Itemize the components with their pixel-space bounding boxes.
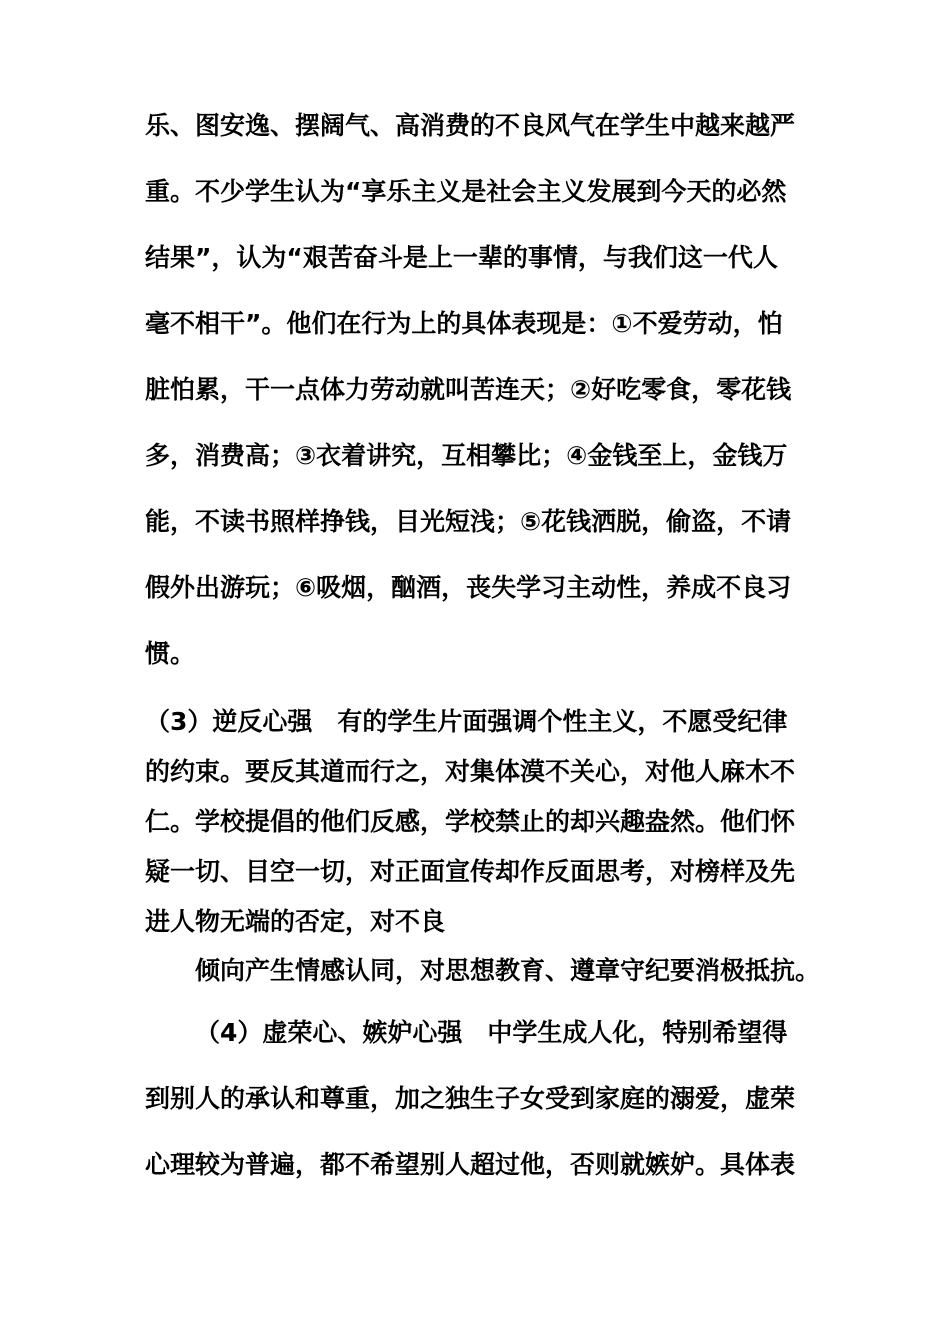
text-line: 惯。	[145, 639, 196, 668]
section-4-heading-line: （4）虚荣心、嫉妒心强 中学生成人化，特别希望得	[195, 1018, 788, 1047]
text-line: 结果”，认为“艰苦奋斗是上一辈的事情，与我们这一代人	[145, 243, 778, 272]
text-line: 毫不相干”。他们在行为上的具体表现是：①不爱劳动，怕	[145, 309, 783, 338]
text-line: 疑一切、目空一切，对正面宣传却作反面思考，对榜样及先	[145, 857, 796, 886]
text-line: 到别人的承认和尊重，加之独生子女受到家庭的溺爱，虚荣	[145, 1084, 796, 1113]
text-line: 的约束。要反其道而行之，对集体漠不关心，对他人麻木不	[145, 757, 796, 786]
text-line: 重。不少学生认为“享乐主义是社会主义发展到今天的必然	[145, 177, 787, 206]
text-line: 倾向产生情感认同，对思想教育、遵章守纪要消极抵抗。	[195, 956, 821, 985]
text-line: 进人物无端的否定，对不良	[145, 907, 446, 936]
text-line: 乐、图安逸、摆阔气、高消费的不良风气在学生中越来越严	[145, 111, 796, 140]
text-line: 多，消费高；③衣着讲究，互相攀比；④金钱至上，金钱万	[145, 441, 788, 470]
text-line: 能，不读书照样挣钱，目光短浅；⑤花钱洒脱，偷盗，不请	[145, 507, 792, 536]
text-line: 心理较为普遍，都不希望别人超过他，否则就嫉妒。具体表	[145, 1150, 796, 1179]
text-line: 假外出游玩；⑥吸烟，酗酒，丧失学习主动性，养成不良习	[145, 573, 792, 602]
text-line: 仁。学校提倡的他们反感，学校禁止的却兴趣盎然。他们怀	[145, 807, 796, 836]
text-line: 脏怕累，干一点体力劳动就叫苦连天；②好吃零食，零花钱	[145, 375, 792, 404]
section-3-heading-line: （3）逆反心强 有的学生片面强调个性主义，不愿受纪律	[145, 707, 788, 736]
